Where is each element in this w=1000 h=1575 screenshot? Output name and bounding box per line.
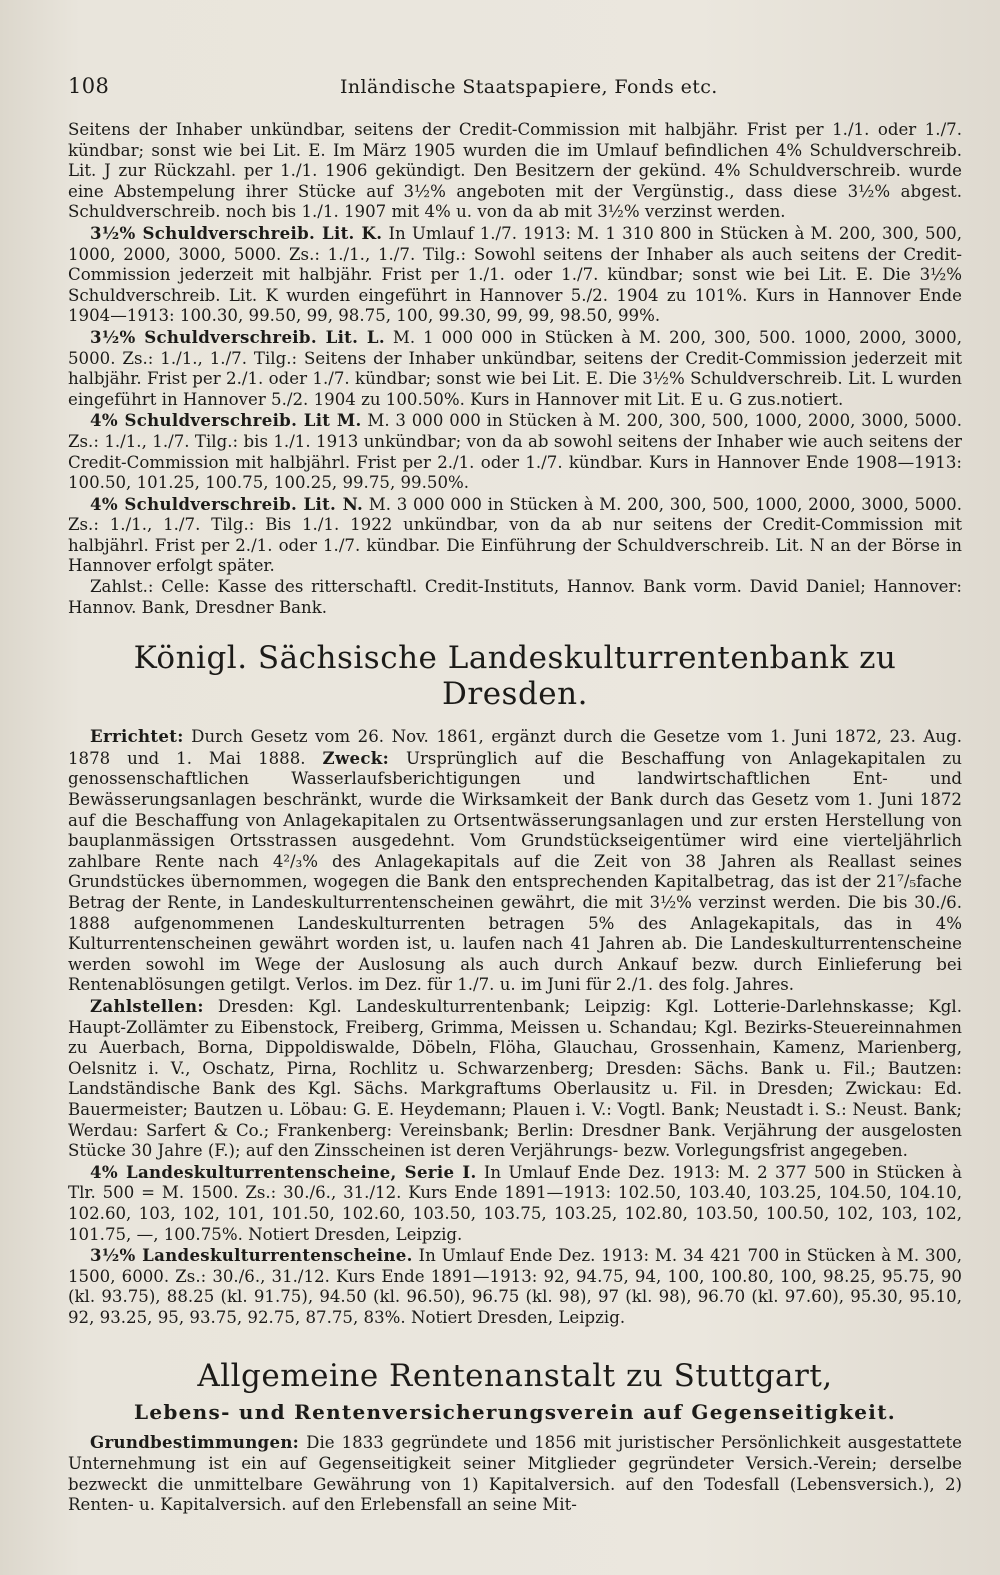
entry-heading: 4% Schuldverschreib. Lit M. xyxy=(90,410,362,431)
paragraph xyxy=(68,996,962,1162)
paragraph xyxy=(68,1432,962,1515)
paragraph xyxy=(68,726,962,996)
entry-text: Die 1833 gegründete und 1856 mit juristischer Persönlichkeit ausgestattete Unternehmung ist ein auf Gegenseitigkeit seiner Mitglieder gegründeter Versich.-Verein; derselbe bezweckt die unmittelbare Gewährung von 1) Kapitalversich. auf den Todesfall (Lebensversich.), 2) Renten- u. Kapitalversich. auf den Erlebensfall an seine Mit- xyxy=(68,1433,962,1515)
entry-heading: 3½% Schuldverschreib. Lit. K. xyxy=(90,222,383,243)
entry-heading: 4% Schuldverschreib. Lit. N. xyxy=(90,493,364,514)
section-title: Allgemeine Rentenanstalt zu Stuttgart, xyxy=(197,1358,833,1395)
entry-heading: 3½% Schuldverschreib. Lit. L. xyxy=(90,326,385,347)
entry-text: In Umlauf Ende Dez. 1913: M. 34 421 700 in Stücken à M. 300, 1500, 6000. Zs.: 30./6., 31./12. Kurs Ende 1891—1913: 92, 94.75, 94, 100, 100.80, 100, 98.25, 95.75, 90 (kl. 93.75), 88.25 (kl. 91.75), 94.50 (kl. 96.50), 96.75 (kl. 98), 97 (kl. 98), 96.70 (kl. 97.60), 95.30, 95.10, 92, 93.25, 95, 93.75, 92.75, 87.75, 83%. Notiert Dresden, Leipzig. xyxy=(68,1246,962,1327)
entry-text: In Umlauf 1./7. 1913: M. 1 310 800 in Stücken à M. 200, 300, 500, 1000, 2000, 3000, 5000. Zs.: 1./1., 1./7. Tilg.: Sowohl seitens der Inhaber als auch seitens der Credit-Commission jederzeit mit halbjähr. Frist per 1./1. oder 1./7. kündbar; sonst wie bei Lit. E. Die 3½% Schuldverschreib. Lit. K wurden eingeführt in Hannover 5./2. 1904 zu 101%. Kurs in Hannover Ende 1904—1913: 100.30, 99.50, 99, 98.75, 100, 99.30, 99, 99, 98.50, 99%. xyxy=(68,223,962,326)
entry-text: Durch Gesetz vom 26. Nov. 1861, ergänzt durch die Gesetze vom 1. Juni 1872, 23. Aug. 1878 und 1. Mai 1888. xyxy=(68,727,962,768)
section-hannover-continued xyxy=(68,120,962,618)
entry-heading: Grundbestimmungen: xyxy=(90,1432,300,1453)
entry-text: In Umlauf Ende Dez. 1913: M. 2 377 500 in Stücken à Tlr. 500 = M. 1500. Zs.: 30./6., 31./12. Kurs Ende 1891—1913: 102.50, 103.40, 103.25, 104.50, 104.10, 102.60, 103, 102, 101, 101.50, 102.60, 103.50, 103.75, 103.25, 102.80, 103.50, 100.50, 102, 103, 102, 101.75, —, 100.75%. Notiert Dresden, Leipzig. xyxy=(68,1162,962,1244)
paragraph xyxy=(68,1245,962,1328)
section-rentenanstalt xyxy=(68,1432,962,1515)
entry-text: Dresden: Kgl. Landeskulturrentenbank; Leipzig: Kgl. Lotterie-Darlehnskasse; Kgl. Haupt-Zollämter zu Eibenstock, Freiberg, Grimma, Meissen u. Schandau; Kgl. Bezirks-Steuereinnahmen zu Auerbach, Borna, Dippoldiswalde, Döbeln, Flöha, Glauchau, Grossenhain, Kamenz, Marienberg, Oelsnitz i. V., Oschatz, Pirna, Rochlitz u. Schwarzenberg; Dresden: Sächs. Bank u. Fil.; Bautzen: Landständische Bank des Kgl. Sächs. Markgraftums Oberlausitz u. Fil. in Dresden; Zwickau: Ed. Bauermeister; Bautzen u. Löbau: G. E. Heydemann; Plauen i. V.: Vogtl. Bank; Neustadt i. S.: Neust. Bank; Werdau: Sarfert & Co.; Frankenberg: Vereinsbank; Berlin: Dresdner Bank. Verjährung der ausgelosten Stücke 30 Jahre (F.); auf den Zinsscheinen ist deren Verjährungs- bezw. Vorlegungsfrist angegeben. xyxy=(68,996,962,1161)
entry-text: Ursprünglich auf die Beschaffung von Anlagekapitalen zu genossenschaftlichen Wasserlaufsberichtigungen und landwirtschaftlichen Ent- und Bewässerungsanlagen beschränkt, wurde die Wirksamkeit der Bank durch das Gesetz vom 1. Juni 1872 auf die Beschaffung von Anlagekapitalen zu Ortsentwässerungsanlagen und zur ersten Herstellung von bauplanmässigen Ortsstrassen ausgedehnt. Vom Grundstückseigentümer wird eine vierteljährlich zahlbare Rente nach 4²/₃% des Anlagekapitals auf die Zeit von 38 Jahren als Reallast seines Grundstückes übernommen, wogegen die Bank den entsprechenden Kapitalbetrag, das ist der 21⁷/₅fache Betrag der Rente, in Landeskulturrentenscheinen gewährt, die mit 3½% verzinst werden. Die bis 30./6. 1888 aufgenommenen Landeskulturrenten betragen 5% des Anlagekapitals, das in 4% Kulturrentenscheinen gewährt worden ist, u. laufen nach 41 Jahren ab. Die Landeskulturrentenscheine werden sowohl im Wege der Auslosung als auch durch Ankauf bezw. durch Einlieferung bei Rentenablösungen getilgt. Verlos. im Dez. für 1./7. u. im Juni für 2./1. des folg. Jahres. xyxy=(68,748,962,995)
paragraph xyxy=(68,410,962,493)
paragraph xyxy=(68,223,962,327)
section-subtitle: Lebens- und Rentenversicherungsverein auf Gegenseitigkeit. xyxy=(133,1400,897,1425)
entry-text: M. 3 000 000 in Stücken à M. 200, 300, 500, 1000, 2000, 3000, 5000. Zs.: 1./1., 1./7. Tilg.: bis 1./1. 1913 unkündbar; von da ab sowohl seitens der Inhaber wie auch seitens der Credit-Commission mit halbjährl. Frist per 2./1. oder 1./7. kündbar. Kurs in Hannover Ende 1908—1913: 100.50, 101.25, 100.75, 100.25, 99.75, 99.50%. xyxy=(68,411,962,493)
entry-heading: Zahlstellen: xyxy=(90,995,204,1016)
entry-heading: Errichtet: xyxy=(90,726,184,747)
paragraph: Zahlst.: Celle: Kasse des ritterschaftl. Credit-Instituts, Hannov. Bank vorm. David Daniel; Hannover: Hannov. Bank, Dresdner Bank. xyxy=(68,577,962,617)
paragraph xyxy=(68,327,962,410)
entry-heading: Zweck: xyxy=(322,747,390,768)
entry-heading: 3½% Landeskulturrentenscheine. xyxy=(90,1245,413,1266)
running-title: Inländische Staatspapiere, Fonds etc. xyxy=(340,76,718,98)
section-title: Königl. Sächsische Landeskulturrentenbank zu Dresden. xyxy=(133,640,897,713)
entry-text: M. 3 000 000 in Stücken à M. 200, 300, 500, 1000, 2000, 3000, 5000. Zs.: 1./1., 1./7. Tilg.: Bis 1./1. 1922 unkündbar, von da ab nur seitens der Credit-Commission mit halbjährl. Frist per 2./1. oder 1./7. kündbar. Die Einführung der Schuldverschreib. Lit. N an der Börse in Hannover erfolgt später. xyxy=(68,494,962,576)
page-number: 108 xyxy=(68,74,110,98)
entry-heading: 4% Landeskulturrentenscheine, Serie I. xyxy=(90,1161,477,1182)
running-head xyxy=(68,62,962,104)
section-landeskulturrentenbank xyxy=(68,726,962,1328)
paragraph xyxy=(68,1162,962,1245)
paragraph: Seitens der Inhaber unkündbar, seitens der Credit-Commission mit halbjähr. Frist per 1./1. oder 1./7. kündbar; sonst wie bei Lit. E. Im März 1905 wurden die im Umlauf befindlichen 4% Schuldverschreib. Lit. J zur Rückzahl. per 1./1. 1906 gekündigt. Den Besitzern der gekünd. 4% Schuldverschreib. wurde eine Abstempelung ihrer Stücke auf 3½% angeboten mit der Vergünstig., dass diese 3½% abgest. Schuldverschreib. noch bis 1./1. 1907 mit 4% u. von da ab mit 3½% verzinst werden. xyxy=(68,120,962,222)
paragraph xyxy=(68,494,962,577)
entry-text: M. 1 000 000 in Stücken à M. 200, 300, 500. 1000, 2000, 3000, 5000. Zs.: 1./1., 1./7. Tilg.: Seitens der Inhaber unkündbar, seitens der Credit-Commission jederzeit mit halbjähr. Frist per 2./1. oder 1./7. kündbar; sonst wie bei Lit. E. Die 3½% Schuldverschreib. Lit. L wurden eingeführt in Hannover 5./2. 1904 zu 100.50%. Kurs in Hannover mit Lit. E u. G zus.notiert. xyxy=(68,327,962,409)
